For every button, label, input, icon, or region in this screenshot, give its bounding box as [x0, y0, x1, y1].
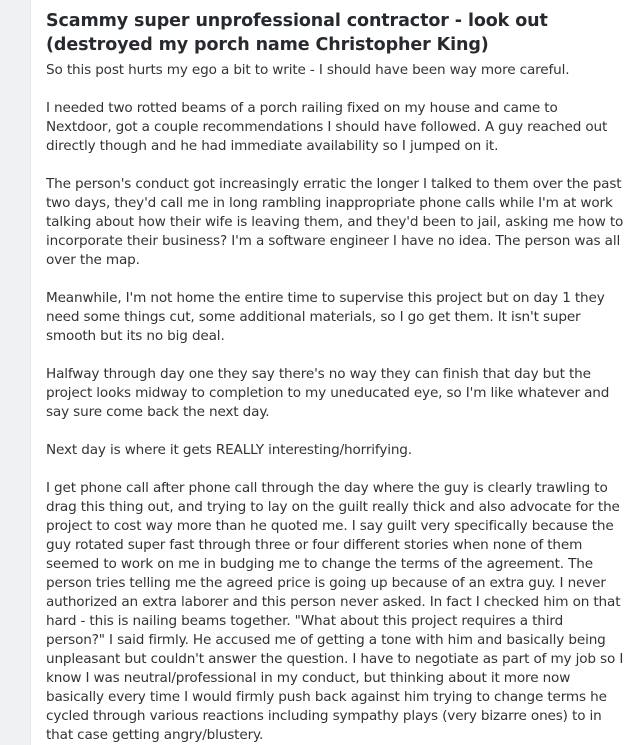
post-paragraph: The person's conduct got increasingly erratic the longer I talked to them over the past two days, they'd call me in long rambling inappropriate phone calls while I'm at work talking about how their wife is leaving them, and they'd been to jail, asking me how to incorporate their business? I'm a software engineer I have no idea. The person was all over the map. [46, 176, 624, 268]
post-paragraph: Halfway through day one they say there's no way they can finish that day but the project looks midway to completion to my uneducated eye, so I'm like whatever and say sure come back the next day. [46, 366, 610, 420]
post-card [30, 0, 633, 745]
post-paragraph: I needed two rotted beams of a porch railing fixed on my house and came to Nextdoor, got a couple recommendations I should have followed. A guy reached out directly though and he had immediate availability so I jumped on it. [46, 100, 608, 154]
post-paragraph: So this post hurts my ego a bit to write - I should have been way more careful. [46, 62, 570, 78]
post-paragraph: I get phone call after phone call through the day where the guy is clearly trawling to drag this thing out, and trying to lay on the guilt really thick and also advocate for the project to cost way more than he quoted me. I say guilt very specifically because the guy rotated super fast through three or four different stories when none of them seemed to work on me in budging me to change the terms of the agreement. The person tries telling me the agreed price is going up because of an extra guy. I never authorized an extra laborer and this person never asked. In fact I checked him on that hard - this is nailing beams together. "What about this project requires a third person?" I said firmly. He accused me of getting a tone with him and basically being unpleasant but couldn't answer the question. I have to negotiate as part of my job so I know I was neutral/professional in my conduct, but thinking about it more now basically every time I would firmly push back against him trying to change terms he cycled through various reactions including sympathy plays (very bizarre ones) to in that case getting angry/blustery. [46, 480, 624, 743]
post-paragraph: Next day is where it gets REALLY interesting/horrifying. [46, 442, 412, 458]
post-paragraph: Meanwhile, I'm not home the entire time to supervise this project but on day 1 they need some things cut, some additional materials, so I go get them. It isn't super smooth but its no big deal. [46, 290, 605, 344]
post-body [31, 61, 633, 745]
post-title: Scammy super unprofessional contractor - look out (destroyed my porch name Christopher King) [46, 11, 548, 55]
